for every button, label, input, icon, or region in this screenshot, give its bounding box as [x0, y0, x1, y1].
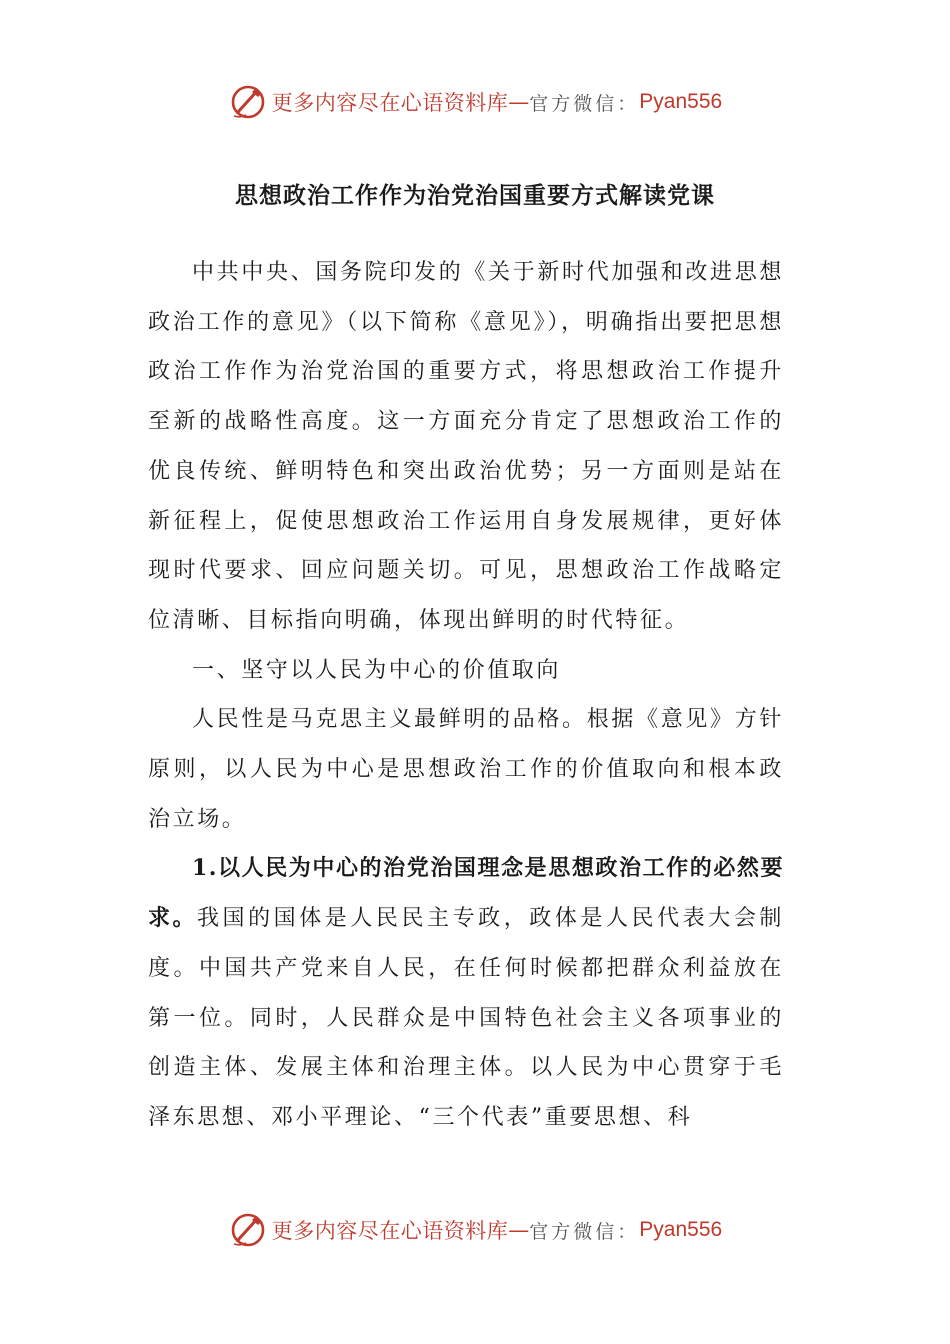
document-title: 思想政治工作作为治党治国重要方式解读党课	[235, 182, 715, 209]
paragraph-point-1	[148, 844, 784, 1142]
header-watermark	[0, 80, 950, 124]
watermark-wechat-id: Pyan556	[639, 90, 723, 113]
paragraph-intro: 中共中央、国务院印发的《关于新时代加强和改进思想政治工作的意见》（以下简称《意见》），明确指出要把思想政治工作作为治党治国的重要方式，将思想政治工作提升至新的战略性高度。这一方面充分肯定了思想政治工作的优良传统、鲜明特色和突出政治优势；另一方面则是站在新征程上，促使思想政治工作运用自身发展规律，更好体现时代要求、回应问题关切。可见，思想政治工作战略定位清晰、目标指向明确，体现出鲜明的时代特征。	[148, 260, 784, 633]
footer-watermark	[0, 1208, 950, 1252]
watermark-wechat-label: 官方微信：	[529, 1220, 640, 1243]
watermark-brand: 更多内容尽在心语资料库	[271, 91, 509, 115]
pen-logo-icon	[228, 1210, 268, 1250]
point-1-lead: 1.以人民为中心的治党治国理念是思想政治工作的必然要求。	[148, 855, 784, 932]
watermark-wechat-label: 官方微信：	[529, 92, 640, 115]
watermark-dash: —	[508, 90, 530, 114]
paragraph-people: 人民性是马克思主义最鲜明的品格。根据《意见》方针原则，以人民为中心是思想政治工作的价值取向和根本政治立场。	[148, 707, 784, 832]
point-1-body: 我国的国体是人民民主专政，政体是人民代表大会制度。中国共产党来自人民，在任何时候都把群众利益放在第一位。同时，人民群众是中国特色社会主义各项事业的创造主体、发展主体和治理主体。以人民为中心贯穿于毛泽东思想、邓小平理论、“三个代表”重要思想、科	[148, 906, 784, 1130]
section-heading: 一、坚守以人民为中心的价值取向	[192, 657, 562, 683]
watermark-dash: —	[508, 1218, 530, 1242]
watermark-brand: 更多内容尽在心语资料库	[271, 1219, 509, 1243]
document-body	[148, 248, 784, 1143]
pen-logo-icon	[228, 82, 268, 122]
watermark-wechat-id: Pyan556	[639, 1218, 723, 1241]
